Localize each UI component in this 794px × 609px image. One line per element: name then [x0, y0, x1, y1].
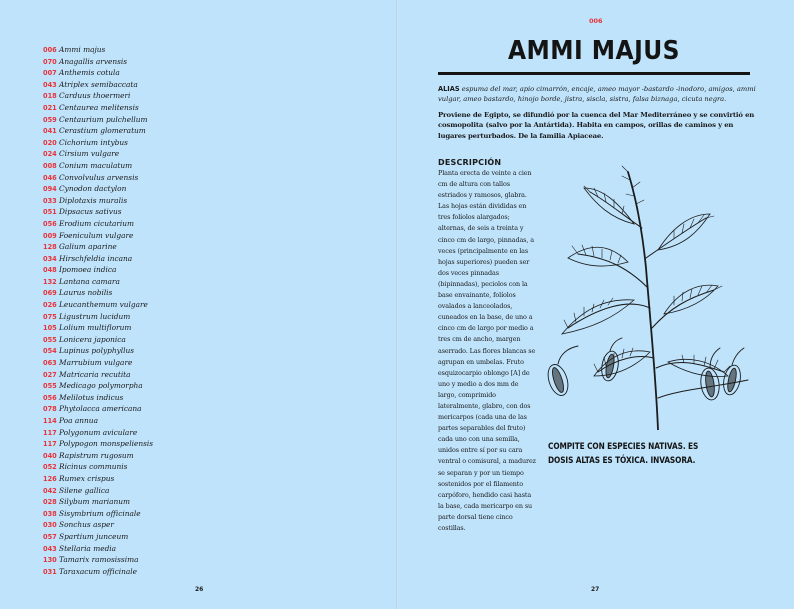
aliases-text: espuma del mar, apio cimarrón, encaje, ameo mayor -bastardo -inodoro, amigos, ammi vulgar, ameo bastardo, hinojo borde, jistra, siscla, sistra, falsa biznaga, cicuta negra.	[438, 85, 756, 103]
index-item-number: 046	[43, 173, 57, 182]
index-item	[43, 369, 153, 381]
index-item	[43, 230, 153, 242]
index-item-number: 008	[43, 161, 57, 170]
index-item-species: Sisymbrium officinale	[59, 508, 141, 518]
index-item-number: 043	[43, 544, 57, 553]
index-item	[43, 473, 153, 485]
index-item	[43, 531, 153, 543]
index-item-number: 030	[43, 521, 57, 530]
right-page	[398, 0, 794, 609]
index-item-number: 105	[43, 324, 57, 333]
index-item-species: Cirsium vulgare	[59, 149, 120, 159]
aliases-paragraph	[438, 84, 756, 104]
index-item	[43, 183, 153, 195]
index-item	[43, 148, 153, 160]
entry-code: 006	[589, 17, 603, 25]
index-item	[43, 566, 153, 578]
index-item-species: Rapistrum rugosum	[59, 450, 134, 460]
index-item-number: 041	[43, 127, 57, 136]
index-item-species: Sonchus asper	[59, 520, 114, 530]
index-item	[43, 160, 153, 172]
index-item-species: Leucanthemum vulgare	[59, 300, 148, 310]
index-item	[43, 357, 153, 369]
index-item-number: 055	[43, 335, 57, 344]
index-item-number: 020	[43, 138, 57, 147]
index-item-species: Diplotaxis muralis	[59, 195, 128, 205]
index-item-number: 052	[43, 463, 57, 472]
index-item-number: 117	[43, 440, 57, 449]
index-item-species: Conium maculatum	[59, 160, 133, 170]
index-item-species: Cynodon dactylon	[59, 184, 127, 194]
index-item	[43, 241, 153, 253]
index-item-number: 130	[43, 556, 57, 565]
index-item-number: 094	[43, 185, 57, 194]
index-item-number: 024	[43, 150, 57, 159]
index-item-species: Laurus nobilis	[59, 288, 113, 298]
index-item-species: Lonicera japonica	[59, 334, 126, 344]
index-item	[43, 276, 153, 288]
index-item	[43, 218, 153, 230]
index-item-number: 021	[43, 103, 57, 112]
index-item-number: 056	[43, 393, 57, 402]
index-item	[43, 485, 153, 497]
index-item	[43, 114, 153, 126]
alias-label: ALIAS	[438, 85, 460, 93]
index-item-number: 018	[43, 92, 57, 101]
index-item-species: Galium aparine	[59, 242, 117, 252]
index-item-number: 126	[43, 474, 57, 483]
index-item-number: 063	[43, 359, 57, 368]
index-item-number: 078	[43, 405, 57, 414]
index-item-species: Rumex crispus	[59, 473, 115, 483]
index-item-number: 038	[43, 509, 57, 518]
index-item-species: Matricaria recutita	[59, 369, 131, 379]
index-item	[43, 519, 153, 531]
title-rule	[438, 72, 750, 75]
index-item	[43, 403, 153, 415]
index-item-species: Hirschfeldia incana	[59, 253, 133, 263]
page-number-left: 26	[195, 586, 204, 593]
index-item-number: 007	[43, 69, 57, 78]
index-item-species: Erodium cicutarium	[59, 218, 135, 228]
index-item-species: Stellaria media	[59, 543, 117, 553]
index-item-species: Poa annua	[59, 416, 98, 425]
index-item-species: Polygonum aviculare	[59, 427, 138, 437]
index-item-species: Marrubium vulgare	[59, 358, 133, 368]
index-item-species: Dipsacus sativus	[59, 207, 122, 217]
index-item	[43, 67, 153, 79]
index-item	[43, 287, 153, 299]
origin-paragraph: Proviene de Egipto, se difundió por la cuenca del Mar Mediterráneo y se convirtió en cosmopolita (salvo por la Antártida). Habita en campos, orillas de caminos y en lugares perturbados. De la familia Apiaceae.	[438, 111, 755, 140]
index-item-number: 028	[43, 498, 57, 507]
invasive-callout: COMPITE CON ESPECIES NATIVAS. ES DOSIS ALTAS ES TÓXICA. INVASORA.	[548, 441, 699, 465]
index-item-species: Lolium multiflorum	[59, 323, 132, 333]
index-item-number: 040	[43, 451, 57, 460]
index-item-number: 059	[43, 115, 57, 124]
species-index-list	[43, 44, 153, 577]
index-item-species: Polypogon monspeliensis	[59, 439, 154, 449]
index-item-species: Silene gallica	[59, 485, 110, 495]
index-item-number: 070	[43, 57, 57, 66]
index-item-species: Ricinus communis	[59, 462, 128, 472]
index-item-species: Anthemis cotula	[59, 68, 120, 78]
index-item-species: Atriplex semibaccata	[59, 79, 138, 89]
index-item	[43, 554, 153, 566]
index-item-species: Tamarix ramosissima	[59, 555, 139, 565]
index-item-species: Medicago polymorpha	[59, 381, 143, 391]
index-item-number: 006	[43, 46, 57, 54]
plant-illustration-icon	[538, 158, 756, 430]
index-item-species: Convolvulus arvensis	[59, 172, 139, 182]
index-item-number: 132	[43, 277, 57, 286]
index-item	[43, 195, 153, 207]
index-item-number: 034	[43, 254, 57, 263]
index-item	[43, 137, 153, 149]
index-item	[43, 508, 153, 520]
index-item-number: 055	[43, 382, 57, 391]
index-item	[43, 543, 153, 555]
index-item-species: Lantana camara	[59, 276, 120, 286]
index-item-species: Ipomoea indica	[59, 265, 117, 275]
index-item-species: Taraxacum officinale	[59, 566, 137, 576]
index-item	[43, 56, 153, 68]
index-item-species: Phytolacca americana	[59, 404, 142, 414]
page-number-right: 27	[591, 586, 600, 593]
index-item-number: 042	[43, 486, 57, 495]
index-item	[43, 299, 153, 311]
index-item-species: Melilotus indicus	[59, 392, 124, 402]
index-item-number: 033	[43, 196, 57, 205]
index-item-species: Ammi majus	[59, 45, 106, 54]
index-item	[43, 79, 153, 91]
index-item	[43, 322, 153, 334]
left-page	[0, 0, 396, 609]
index-item-species: Spartium junceum	[59, 531, 129, 541]
index-item-number: 075	[43, 312, 57, 321]
index-item-number: 031	[43, 567, 57, 576]
index-item	[43, 438, 153, 450]
index-item	[43, 311, 153, 323]
description-body: Planta erecta de veinte a cien cm de altura con tallos estriados y ramosos, glabra. Las hojas están divididas en tres folíolos alargados; alternas, de seis a treinta y cinco cm de largo, pinnadas, a veces (principalmente en las hojas superiores) pueden ser dos veces pinnadas (bipinnadas), peciolos con la base envainante, folíolos ovalados a lanceolados, cuneados en la base, de uno a cinco cm de largo por medio a tres cm de ancho, margen aserrado. Las flores blancas se agrupan en umbelas. Fruto esquizocarpio oblongo [A] de uno y medio a dos mm de largo, comprimido lateralmente, glabro, con dos mericarpos (cada una de las partes separables del fruto) cada uno con una semilla, unidos entre sí por su cara ventral o comisural, a madurez se separan y por un tiempo sostenidos por el filamento carpóforo, hendido casi hasta la base, cada mericarpo en su parte dorsal tiene cinco costillas.	[438, 169, 536, 532]
index-item-number: 043	[43, 80, 57, 89]
index-item	[43, 380, 153, 392]
index-item-number: 128	[43, 243, 57, 252]
index-item-species: Cichorium intybus	[59, 137, 128, 147]
index-item-number: 114	[43, 417, 57, 425]
index-item	[43, 450, 153, 462]
index-item-species: Centaurium pulchellum	[59, 114, 148, 124]
index-item	[43, 44, 153, 56]
description-heading: DESCRIPCIÓN	[438, 158, 502, 167]
index-item	[43, 102, 153, 114]
index-item	[43, 427, 153, 439]
index-item	[43, 415, 153, 427]
index-item	[43, 206, 153, 218]
index-item-species: Cerastium glomeratum	[59, 126, 146, 136]
index-item-number: 051	[43, 208, 57, 217]
index-item-species: Silybum marianum	[59, 497, 131, 507]
index-item-number: 048	[43, 266, 57, 275]
index-item	[43, 264, 153, 276]
index-item	[43, 345, 153, 357]
index-item	[43, 496, 153, 508]
index-item-number: 026	[43, 301, 57, 310]
index-item	[43, 90, 153, 102]
index-item	[43, 172, 153, 184]
index-item-species: Lupinus polyphyllus	[59, 346, 135, 356]
index-item-number: 056	[43, 219, 57, 228]
index-item-species: Anagallis arvensis	[59, 56, 128, 66]
index-item-species: Ligustrum lucidum	[59, 311, 131, 321]
index-item	[43, 125, 153, 137]
index-item-number: 069	[43, 289, 57, 298]
index-item-number: 117	[43, 428, 57, 437]
index-item-species: Foeniculum vulgare	[59, 230, 134, 240]
index-item-number: 054	[43, 347, 57, 356]
index-item	[43, 392, 153, 404]
index-item-number: 009	[43, 231, 57, 240]
entry-title: AMMI MAJUS	[507, 36, 680, 66]
index-item-species: Centaurea melitensis	[59, 102, 139, 112]
index-item-number: 057	[43, 532, 57, 541]
index-item-number: 027	[43, 370, 57, 379]
index-item	[43, 253, 153, 265]
index-item	[43, 461, 153, 473]
index-item	[43, 334, 153, 346]
index-item-species: Carduus thoermeri	[59, 91, 131, 101]
